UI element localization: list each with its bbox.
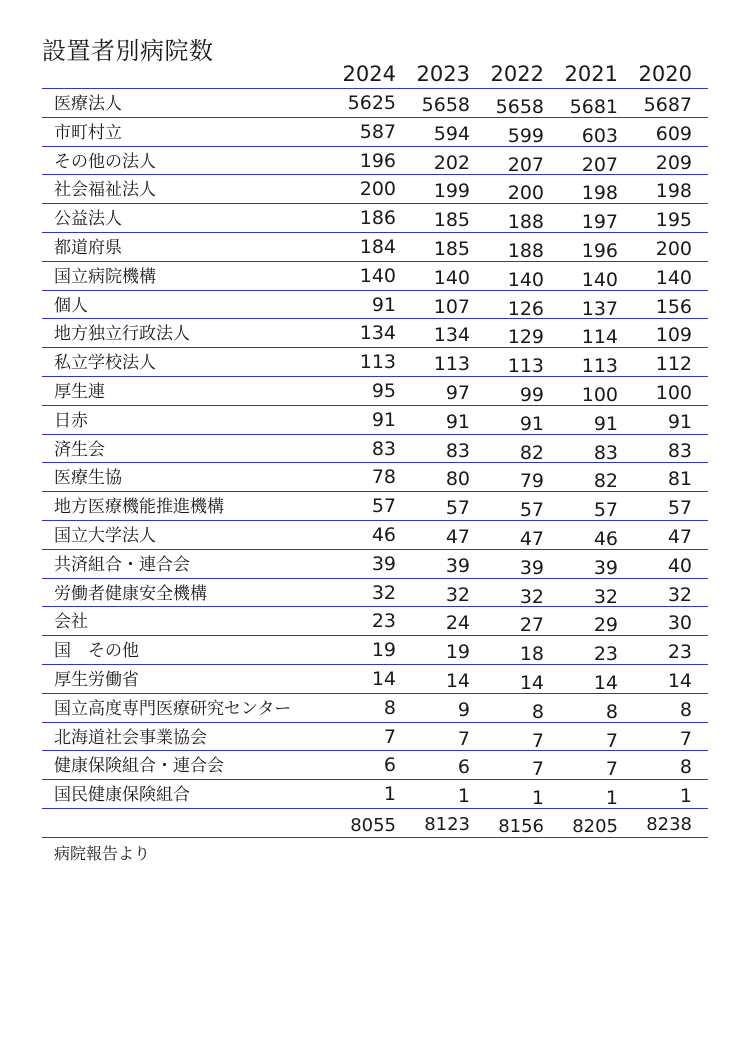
year-header-cell: 2021 xyxy=(564,62,618,86)
table-row xyxy=(42,406,708,435)
cell-value: 91 xyxy=(667,410,692,433)
cell-value: 32 xyxy=(593,585,618,608)
source-note: 病院報告より xyxy=(54,844,151,863)
cell-value: 126 xyxy=(507,297,544,320)
row-label: 健康保険組合・連合会 xyxy=(54,756,224,777)
cell-value: 14 xyxy=(593,671,618,694)
cell-value: 5681 xyxy=(569,96,618,118)
cell-value: 587 xyxy=(359,120,396,143)
row-label: 済生会 xyxy=(54,439,105,460)
cell-value: 57 xyxy=(371,495,396,518)
row-label: 公益法人 xyxy=(54,209,122,230)
cell-value: 80 xyxy=(445,468,470,491)
cell-value: 79 xyxy=(519,470,544,493)
cell-value: 95 xyxy=(371,379,396,402)
cell-value: 156 xyxy=(655,295,692,318)
cell-value: 7 xyxy=(383,725,396,748)
table-row xyxy=(42,435,708,464)
cell-value: 91 xyxy=(519,412,544,435)
cell-value: 57 xyxy=(519,499,544,522)
cell-value: 83 xyxy=(445,439,470,462)
row-label: 国 その他 xyxy=(54,641,139,662)
table-row xyxy=(42,377,708,406)
cell-value: 196 xyxy=(581,239,618,262)
cell-value: 83 xyxy=(371,437,396,460)
row-label: 共済組合・連合会 xyxy=(54,554,190,575)
cell-value: 184 xyxy=(359,235,396,258)
year-header-cell: 2023 xyxy=(416,62,470,86)
cell-value: 47 xyxy=(445,525,470,548)
row-label: その他の法人 xyxy=(54,151,156,172)
table-row xyxy=(42,233,708,262)
cell-value: 603 xyxy=(581,124,618,147)
cell-value: 188 xyxy=(507,211,544,234)
table-row xyxy=(42,492,708,521)
cell-value: 188 xyxy=(507,239,544,262)
cell-value: 107 xyxy=(433,295,470,318)
table-row xyxy=(42,780,708,809)
row-label: 医療法人 xyxy=(54,94,122,114)
table-row xyxy=(42,521,708,550)
cell-value: 83 xyxy=(593,441,618,464)
cell-value: 200 xyxy=(507,182,544,205)
table-row xyxy=(42,579,708,608)
cell-value: 109 xyxy=(655,324,692,347)
row-label: 市町村立 xyxy=(54,122,122,143)
cell-value: 8 xyxy=(679,756,692,779)
cell-value: 47 xyxy=(667,525,692,548)
table-row xyxy=(42,147,708,176)
cell-value: 18 xyxy=(519,643,544,666)
cell-value: 599 xyxy=(507,124,544,147)
cell-value: 594 xyxy=(433,122,470,145)
cell-value: 137 xyxy=(581,297,618,320)
cell-value: 7 xyxy=(457,727,470,750)
table-row xyxy=(42,175,708,204)
cell-value: 29 xyxy=(593,614,618,637)
cell-value: 202 xyxy=(433,151,470,174)
cell-value: 57 xyxy=(667,497,692,520)
cell-value: 140 xyxy=(655,266,692,289)
cell-value: 5625 xyxy=(347,92,396,114)
cell-value: 82 xyxy=(519,441,544,464)
cell-value: 185 xyxy=(433,209,470,232)
cell-value: 39 xyxy=(445,554,470,577)
cell-value: 46 xyxy=(371,523,396,546)
cell-value: 6 xyxy=(457,756,470,779)
cell-value: 8123 xyxy=(424,813,470,835)
row-label: 国立高度専門医療研究センター xyxy=(54,698,292,719)
cell-value: 7 xyxy=(605,758,618,781)
cell-value: 39 xyxy=(519,556,544,579)
cell-value: 32 xyxy=(667,583,692,606)
cell-value: 57 xyxy=(445,497,470,520)
cell-value: 24 xyxy=(445,612,470,635)
row-label: 国立病院機構 xyxy=(54,266,156,287)
cell-value: 207 xyxy=(581,153,618,176)
row-label: 都道府県 xyxy=(54,237,122,258)
cell-value: 134 xyxy=(359,322,396,345)
cell-value: 140 xyxy=(507,268,544,291)
cell-value: 140 xyxy=(581,268,618,291)
table-row xyxy=(42,665,708,694)
row-label: 地方独立行政法人 xyxy=(54,324,190,345)
cell-value: 39 xyxy=(371,552,396,575)
cell-value: 195 xyxy=(655,209,692,232)
cell-value: 1 xyxy=(531,787,544,810)
cell-value: 30 xyxy=(667,612,692,635)
row-label: 地方医療機能推進機構 xyxy=(54,497,224,518)
cell-value: 32 xyxy=(519,585,544,608)
cell-value: 57 xyxy=(593,499,618,522)
cell-value: 134 xyxy=(433,324,470,347)
cell-value: 113 xyxy=(433,353,470,376)
cell-value: 32 xyxy=(445,583,470,606)
cell-value: 32 xyxy=(371,581,396,604)
cell-value: 1 xyxy=(383,783,396,806)
cell-value: 8238 xyxy=(646,813,692,835)
cell-value: 91 xyxy=(371,408,396,431)
cell-value: 8 xyxy=(605,700,618,723)
table-row xyxy=(42,291,708,320)
cell-value: 197 xyxy=(581,211,618,234)
row-label: 医療生協 xyxy=(54,468,122,489)
cell-value: 114 xyxy=(581,326,618,349)
cell-value: 113 xyxy=(507,355,544,378)
cell-value: 19 xyxy=(371,639,396,662)
table-row xyxy=(42,694,708,723)
cell-value: 14 xyxy=(371,667,396,690)
cell-value: 27 xyxy=(519,614,544,637)
cell-value: 100 xyxy=(655,381,692,404)
cell-value: 14 xyxy=(519,671,544,694)
row-label: 日赤 xyxy=(54,410,88,431)
cell-value: 200 xyxy=(655,237,692,260)
table-row xyxy=(42,636,708,665)
cell-value: 97 xyxy=(445,381,470,404)
table-row xyxy=(42,262,708,291)
cell-value: 129 xyxy=(507,326,544,349)
row-label: 労働者健康安全機構 xyxy=(54,583,207,604)
table-row xyxy=(42,607,708,636)
cell-value: 5658 xyxy=(495,96,544,118)
cell-value: 91 xyxy=(593,412,618,435)
row-label: 私立学校法人 xyxy=(54,353,156,374)
cell-value: 91 xyxy=(371,293,396,316)
cell-value: 198 xyxy=(655,180,692,203)
cell-value: 1 xyxy=(457,785,470,808)
table-row xyxy=(42,204,708,233)
cell-value: 199 xyxy=(433,180,470,203)
year-header-row xyxy=(0,60,746,88)
cell-value: 5658 xyxy=(421,94,470,116)
table-row xyxy=(42,319,708,348)
table-row xyxy=(42,751,708,780)
table-row xyxy=(42,348,708,377)
cell-value: 200 xyxy=(359,178,396,201)
table-row xyxy=(42,118,708,147)
page-title: 設置者別病院数 xyxy=(42,37,214,65)
row-label: 厚生連 xyxy=(54,381,105,402)
hospital-count-table xyxy=(42,88,708,838)
row-label: 国民健康保険組合 xyxy=(54,785,190,806)
cell-value: 7 xyxy=(531,758,544,781)
cell-value: 5687 xyxy=(643,94,692,116)
cell-value: 40 xyxy=(667,554,692,577)
cell-value: 196 xyxy=(359,149,396,172)
cell-value: 46 xyxy=(593,527,618,550)
cell-value: 8 xyxy=(679,698,692,721)
cell-value: 23 xyxy=(371,610,396,633)
cell-value: 140 xyxy=(433,266,470,289)
cell-value: 9 xyxy=(457,698,470,721)
cell-value: 39 xyxy=(593,556,618,579)
cell-value: 207 xyxy=(507,153,544,176)
cell-value: 8 xyxy=(383,696,396,719)
cell-value: 81 xyxy=(667,468,692,491)
cell-value: 6 xyxy=(383,754,396,777)
cell-value: 198 xyxy=(581,182,618,205)
cell-value: 186 xyxy=(359,207,396,230)
cell-value: 112 xyxy=(655,353,692,376)
cell-value: 7 xyxy=(605,729,618,752)
row-label: 国立大学法人 xyxy=(54,525,156,546)
cell-value: 7 xyxy=(531,729,544,752)
cell-value: 23 xyxy=(667,641,692,664)
year-header-cell: 2024 xyxy=(342,62,396,86)
cell-value: 8156 xyxy=(498,815,544,837)
cell-value: 140 xyxy=(359,264,396,287)
cell-value: 1 xyxy=(679,785,692,808)
year-header-cell: 2022 xyxy=(490,62,544,86)
total-row xyxy=(42,809,708,838)
cell-value: 47 xyxy=(519,527,544,550)
table-row xyxy=(42,89,708,118)
row-label: 北海道社会事業協会 xyxy=(54,727,207,748)
cell-value: 7 xyxy=(679,727,692,750)
row-label: 会社 xyxy=(54,612,88,633)
cell-value: 14 xyxy=(445,669,470,692)
cell-value: 99 xyxy=(519,383,544,406)
cell-value: 100 xyxy=(581,383,618,406)
row-label: 個人 xyxy=(54,295,88,316)
cell-value: 113 xyxy=(359,351,396,374)
cell-value: 1 xyxy=(605,787,618,810)
cell-value: 78 xyxy=(371,466,396,489)
cell-value: 609 xyxy=(655,122,692,145)
year-header-cell: 2020 xyxy=(638,62,692,86)
cell-value: 113 xyxy=(581,355,618,378)
cell-value: 83 xyxy=(667,439,692,462)
row-label: 厚生労働省 xyxy=(54,669,139,690)
table-row xyxy=(42,463,708,492)
cell-value: 91 xyxy=(445,410,470,433)
row-label: 社会福祉法人 xyxy=(54,180,156,201)
table-row xyxy=(42,723,708,752)
cell-value: 8055 xyxy=(350,814,396,836)
cell-value: 19 xyxy=(445,641,470,664)
cell-value: 185 xyxy=(433,237,470,260)
table-row xyxy=(42,550,708,579)
cell-value: 209 xyxy=(655,151,692,174)
cell-value: 82 xyxy=(593,470,618,493)
cell-value: 14 xyxy=(667,669,692,692)
cell-value: 8 xyxy=(531,700,544,723)
cell-value: 8205 xyxy=(572,815,618,837)
cell-value: 23 xyxy=(593,643,618,666)
